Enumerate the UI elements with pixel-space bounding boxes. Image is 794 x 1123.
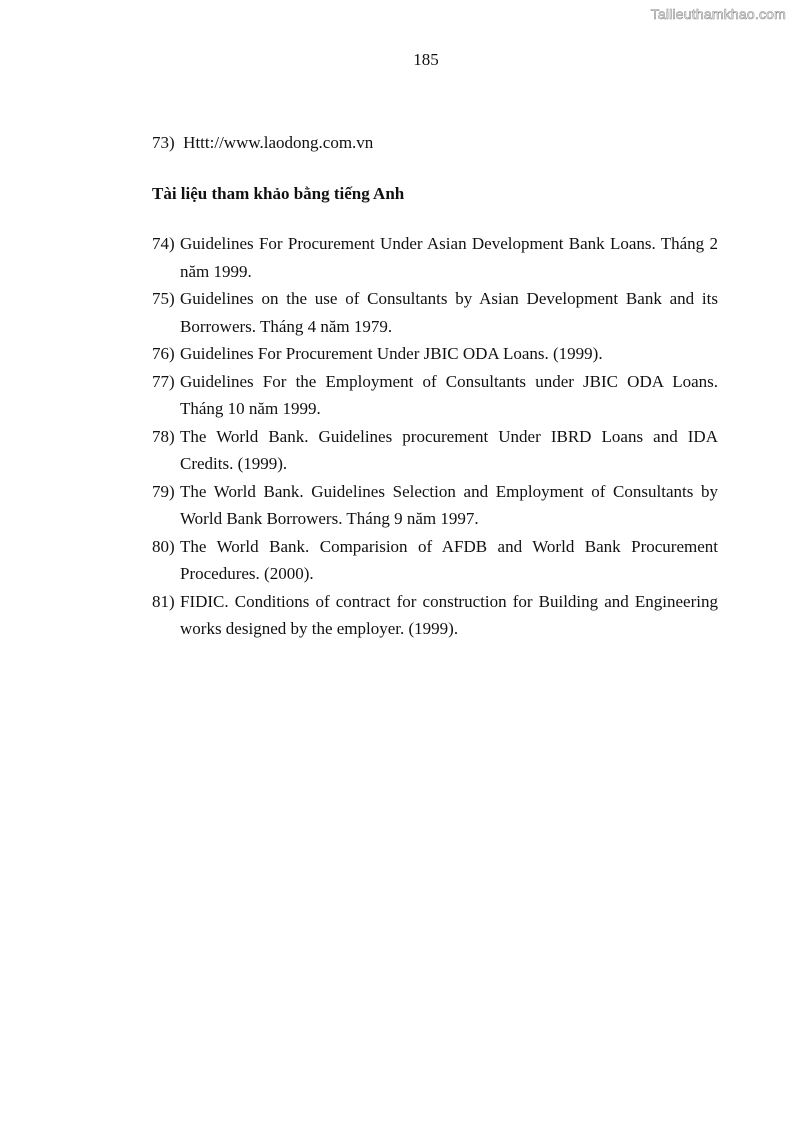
reference-item-73 <box>152 133 373 153</box>
reference-text: The World Bank. Comparision of AFDB and World Bank Procurement Procedures. (2000). <box>180 536 718 583</box>
reference-text: FIDIC. Conditions of contract for construction for Building and Engineering works designed by the employer. (1999). <box>180 591 718 638</box>
reference-text: The World Bank. Guidelines procurement Under IBRD Loans and IDA Credits. (1999). <box>180 426 718 473</box>
reference-item-79 <box>152 478 718 533</box>
reference-item-75 <box>152 285 718 340</box>
reference-item-76 <box>152 340 718 368</box>
reference-text: Guidelines For the Employment of Consultants under JBIC ODA Loans. Tháng 10 năm 1999. <box>180 371 718 418</box>
reference-number: 78) <box>152 426 175 446</box>
reference-number: 81) <box>152 591 175 611</box>
reference-number: 80) <box>152 536 175 556</box>
reference-number: 73) <box>152 133 175 152</box>
reference-item-80 <box>152 533 718 588</box>
page-number: 185 <box>413 50 439 69</box>
reference-item-81 <box>152 588 718 643</box>
section-heading: Tài liệu tham khảo bằng tiếng Anh <box>152 184 405 203</box>
reference-number: 77) <box>152 371 175 391</box>
reference-text: Guidelines For Procurement Under Asian Development Bank Loans. Tháng 2 năm 1999. <box>180 234 718 281</box>
reference-text: Guidelines on the use of Consultants by Asian Development Bank and its Borrowers. Tháng 4 năm 1979. <box>180 289 718 336</box>
reference-item-74 <box>152 230 718 285</box>
reference-item-78 <box>152 423 718 478</box>
reference-number: 75) <box>152 289 175 308</box>
reference-number: 79) <box>152 481 175 501</box>
watermark-text: Tailieuthamkhao.com <box>650 6 786 22</box>
reference-text: The World Bank. Guidelines Selection and Employment of Consultants by World Bank Borrowers. Tháng 9 năm 1997. <box>180 481 718 528</box>
reference-item-77 <box>152 368 718 423</box>
reference-number: 74) <box>152 234 175 253</box>
reference-text: Guidelines For Procurement Under JBIC ODA Loans. (1999). <box>180 344 603 363</box>
reference-number: 76) <box>152 344 175 363</box>
reference-list <box>152 230 718 643</box>
reference-text: Httt://www.laodong.com.vn <box>183 133 374 152</box>
